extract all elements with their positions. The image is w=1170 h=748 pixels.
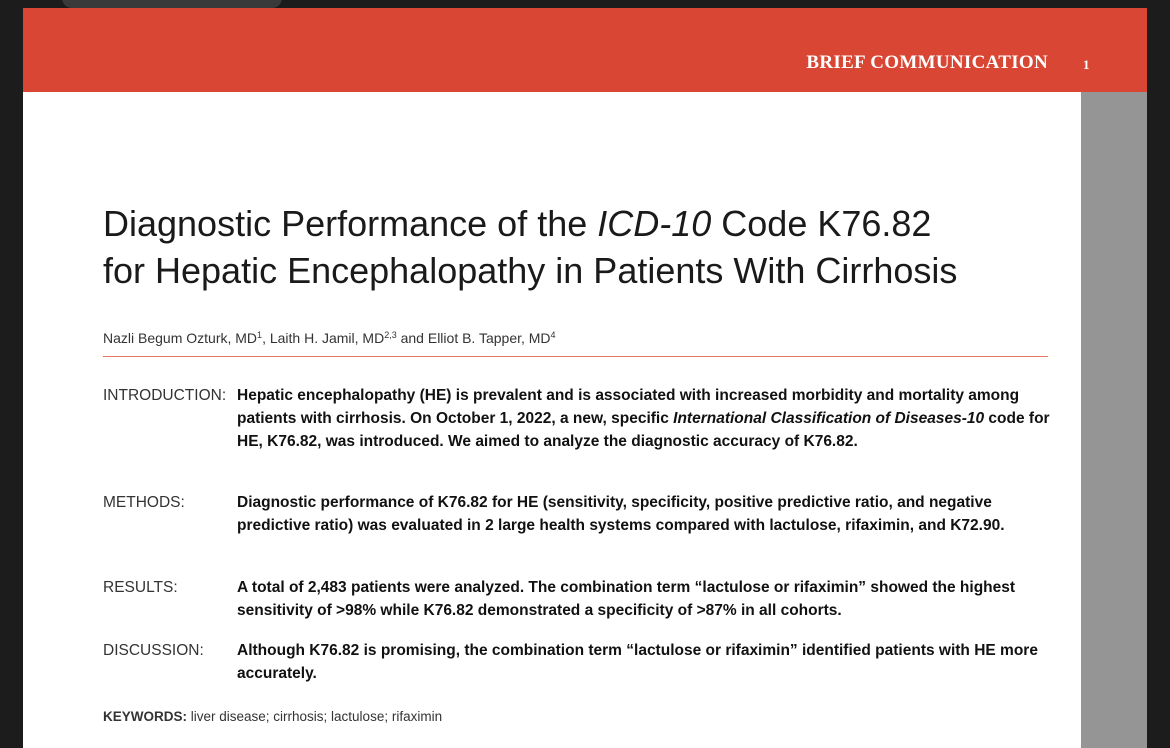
header-band (23, 8, 1147, 92)
section-label: BRIEF COMMUNICATION (806, 52, 1048, 73)
author-affiliation: 1 (257, 330, 263, 340)
pdf-page (23, 8, 1147, 748)
author-separator: and (396, 330, 428, 346)
title-part1: Diagnostic Performance of the (103, 203, 598, 244)
author-list (103, 330, 1048, 346)
abstract-section-label: DISCUSSION: (103, 642, 204, 659)
abstract-section-label: RESULTS: (103, 579, 178, 596)
intro-text-part1: Hepatic encephalopathy (HE) is prevalent and is associated with increased morbidity and mortality among patients with cirrhosis. On October 1, 2022, a new, specific (237, 387, 1020, 427)
author-affiliation: 4 (550, 330, 556, 340)
title-line2: for Hepatic Encephalopathy in Patients With Cirrhosis (103, 250, 958, 291)
abstract-section-text (237, 384, 1052, 453)
intro-text-part2: code for HE, K76.82, was introduced. We aimed to analyze the diagnostic accuracy of K76.82. (237, 410, 1050, 450)
abstract-section-label: METHODS: (103, 494, 185, 511)
author-separator: , (262, 330, 270, 346)
page-sidebar-strip (1081, 92, 1147, 748)
keywords-line (103, 709, 442, 724)
keywords-label: KEYWORDS: (103, 709, 187, 724)
keywords-text: liver disease; cirrhosis; lactulose; rifaximin (187, 709, 443, 724)
page-number: 1 (1083, 57, 1090, 72)
author-affiliation: 2,3 (384, 330, 397, 340)
abstract-section-label: INTRODUCTION: (103, 387, 227, 404)
abstract-section-text: A total of 2,483 patients were analyzed. The combination term “lactulose or rifaximin” showed the highest sensitivity of >98% while K76.82 demonstrated a specificity of >87% in all cohorts. (237, 579, 1016, 619)
article-title (103, 200, 1063, 294)
abstract-section-text: Although K76.82 is promising, the combination term “lactulose or rifaximin” identified patients with HE more accurately. (237, 642, 1038, 682)
author-name: Laith H. Jamil, MD (269, 330, 385, 346)
author-name: Nazli Begum Ozturk, MD (103, 330, 258, 346)
browser-tab-shape (62, 0, 282, 8)
author-divider (103, 356, 1048, 357)
author-name: Elliot B. Tapper, MD (427, 330, 551, 346)
intro-text-italic: International Classification of Diseases-10 (673, 410, 985, 427)
abstract-section-text: Diagnostic performance of K76.82 for HE (sensitivity, specificity, positive predictive ratio, and negative predictive ratio) was evaluated in 2 large health systems compared with lactulose, rifaximin, and K72.90. (237, 494, 1005, 534)
title-part2: Code K76.82 (711, 203, 932, 244)
title-italic: ICD-10 (597, 203, 712, 244)
